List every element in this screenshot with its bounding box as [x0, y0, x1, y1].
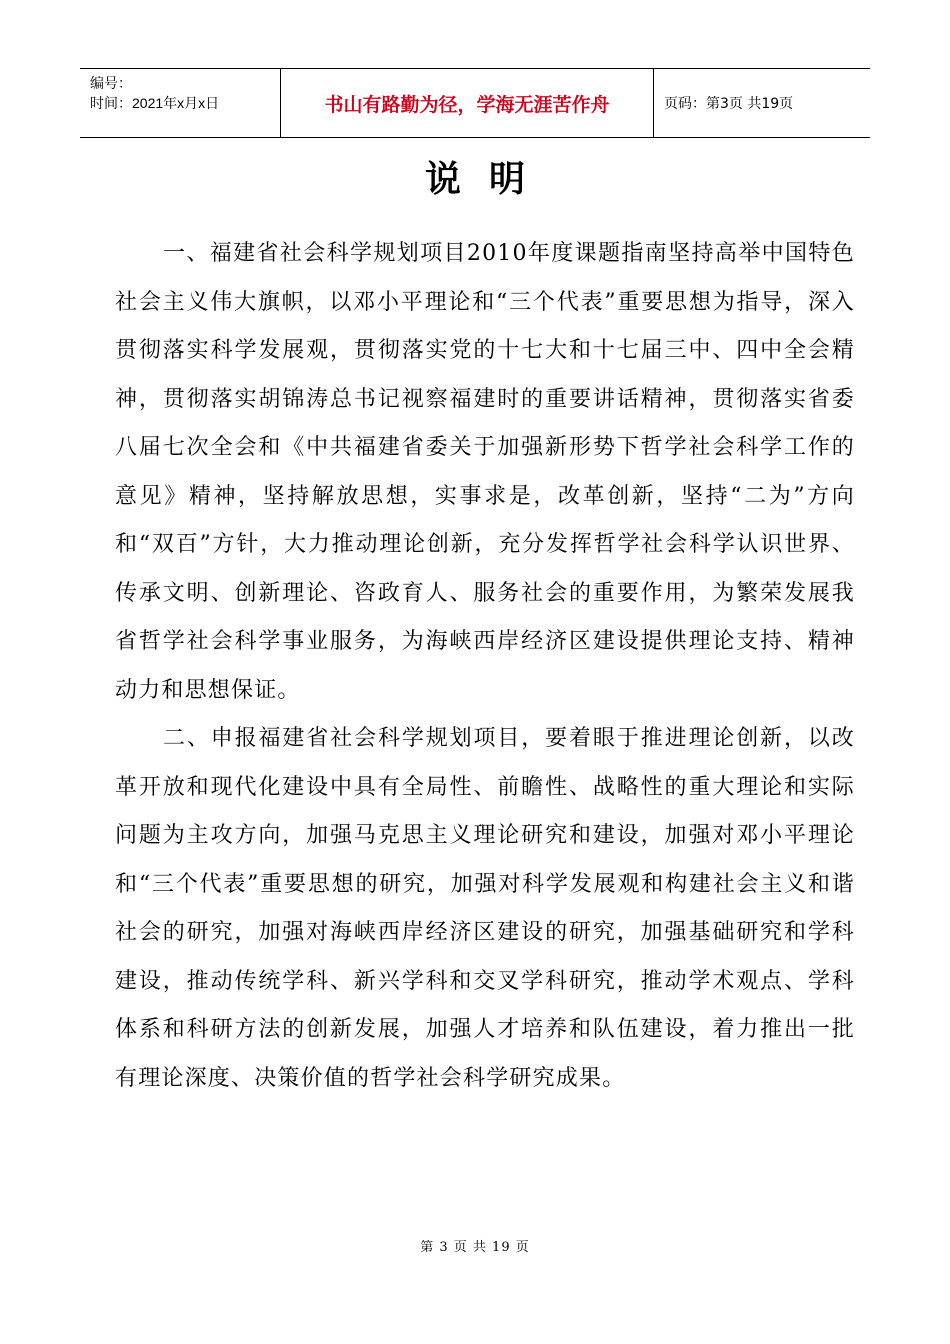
document-number-label: 编号：	[90, 75, 132, 91]
header-page-info: 页码：第3页 共19页	[664, 96, 794, 112]
document-time-label: 时间：2021年x月x日	[90, 95, 220, 111]
header-meta	[80, 69, 280, 137]
page-title: 说明	[424, 159, 553, 200]
page-footer: 第 3 页 共 19 页	[420, 1240, 530, 1255]
document-body	[115, 230, 855, 1103]
paragraph-2: 二、申报福建省社会科学规划项目，要着眼于推进理论创新，以改革开放和现代化建设中具有全局性、前瞻性、战略性的重大理论和实际问题为主攻方向，加强马克思主义理论研究和建设，加强对邓小平理论和“三个代表”重要思想的研究，加强对科学发展观和构建社会主义和谐社会的研究，加强对海峡西岸经济区建设的研究，加强基础研究和学科建设，推动传统学科、新兴学科和交叉学科研究，推动学术观点、学科体系和科研方法的创新发展，加强人才培养和队伍建设，着力推出一批有理论深度、决策价值的哲学社会科学研究成果。	[115, 726, 855, 1091]
paragraph-1: 一、福建省社会科学规划项目2010年度课题指南坚持高举中国特色社会主义伟大旗帜，以邓小平理论和“三个代表”重要思想为指导，深入贯彻落实科学发展观，贯彻落实党的十七大和十七届三中、四中全会精神，贯彻落实胡锦涛总书记视察福建时的重要讲话精神，贯彻落实省委八届七次全会和《中共福建省委关于加强新形势下哲学社会科学工作的意见》精神，坚持解放思想，实事求是，改革创新，坚持“二为”方向和“双百”方针，大力推动理论创新，充分发挥哲学社会科学认识世界、传承文明、创新理论、咨政育人、服务社会的重要作用，为繁荣发展我省哲学社会科学事业服务，为海峡西岸经济区建设提供理论支持、精神动力和思想保证。	[115, 241, 855, 703]
header-motto: 书山有路勤为径，学海无涯苦作舟	[280, 69, 654, 137]
page-header	[80, 68, 870, 138]
